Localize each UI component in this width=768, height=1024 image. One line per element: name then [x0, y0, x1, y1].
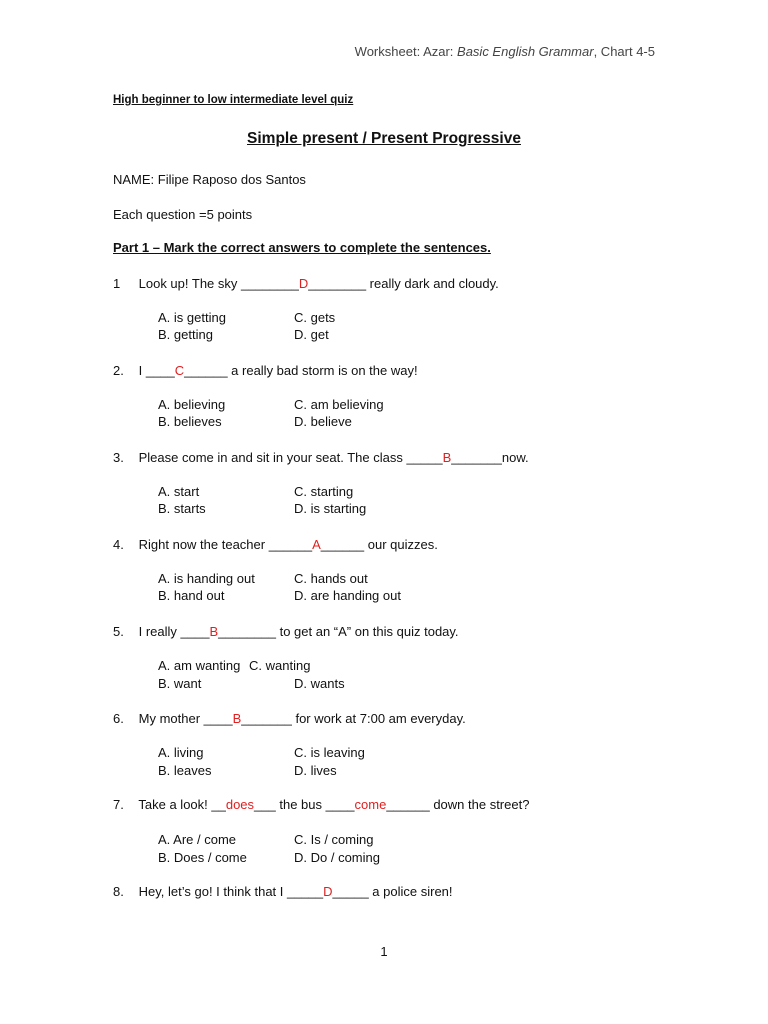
question-text-pre: Please come in and sit in your seat. The class _____: [138, 450, 443, 465]
question-4: [113, 537, 438, 552]
option-b: B. believes: [158, 414, 222, 429]
option-a: A. Are / come: [158, 832, 237, 847]
question-text-post: ______ a really bad storm is on the way!: [184, 363, 418, 378]
option-b: B. leaves: [158, 763, 212, 778]
question-text-pre: I ____: [138, 363, 175, 378]
answer-mark: C: [174, 363, 185, 378]
option-c: C. wanting: [249, 658, 311, 673]
question-text-post: ________ to get an “A” on this quiz today.: [218, 624, 459, 639]
option-c: C. hands out: [294, 571, 368, 586]
option-b: B. getting: [158, 327, 213, 342]
page-number: 1: [380, 944, 388, 959]
question-number: 8.: [113, 884, 124, 899]
option-b: B. Does / come: [158, 850, 247, 865]
answer-mark: B: [442, 450, 452, 465]
question-8: [113, 884, 453, 899]
question-text-pre: I really ____: [138, 624, 210, 639]
option-c: C. is leaving: [294, 745, 365, 760]
option-d: D. wants: [294, 676, 345, 691]
option-b: B. hand out: [158, 588, 225, 603]
part1-instructions: Part 1 – Mark the correct answers to complete the sentences.: [113, 240, 491, 255]
question-number: 1: [113, 276, 121, 291]
question-5: [113, 624, 459, 639]
question-text-post: ________ really dark and cloudy.: [308, 276, 499, 291]
question-7: [113, 797, 529, 812]
question-6: [113, 711, 466, 726]
question-text-pre: Look up! The sky ________: [138, 276, 299, 291]
option-a: A. is getting: [158, 310, 226, 325]
option-a: A. living: [158, 745, 204, 760]
question-text-mid: ___ the bus ____: [254, 797, 355, 812]
question-number: 4.: [113, 537, 124, 552]
answer-mark: does: [225, 797, 255, 812]
question-1: [113, 276, 499, 291]
option-d: D. is starting: [294, 501, 367, 516]
option-d: D. lives: [294, 763, 337, 778]
quiz-title: Simple present / Present Progressive: [247, 130, 521, 147]
answer-mark: B: [209, 624, 219, 639]
question-number: 3.: [113, 450, 124, 465]
question-text-post: _______ for work at 7:00 am everyday.: [241, 711, 466, 726]
option-c: C. starting: [294, 484, 354, 499]
header-suffix: , Chart 4-5: [593, 44, 655, 59]
question-text-pre: Hey, let’s go! I think that I _____: [138, 884, 324, 899]
question-text-post: _______now.: [451, 450, 529, 465]
answer-mark: D: [298, 276, 309, 291]
option-d: D. get: [294, 327, 329, 342]
option-a: A. am wanting: [158, 658, 241, 673]
question-number: 5.: [113, 624, 124, 639]
question-text-pre: Take a look! __: [138, 797, 226, 812]
option-d: D. believe: [294, 414, 352, 429]
student-name: NAME: Filipe Raposo dos Santos: [113, 172, 306, 187]
option-b: B. starts: [158, 501, 206, 516]
question-text-post: _____ a police siren!: [332, 884, 453, 899]
answer-mark: B: [232, 711, 242, 726]
quiz-level: High beginner to low intermediate level quiz: [113, 94, 354, 106]
option-d: D. are handing out: [294, 588, 401, 603]
header-prefix: Worksheet: Azar:: [354, 44, 458, 59]
option-a: A. believing: [158, 397, 226, 412]
question-text-pre: Right now the teacher ______: [138, 537, 313, 552]
question-number: 7.: [113, 797, 124, 812]
answer-mark: D: [323, 884, 333, 899]
option-c: C. am believing: [294, 397, 384, 412]
answer-mark: A: [312, 537, 321, 552]
question-text-post: ______ down the street?: [386, 797, 530, 812]
header-book-title: Basic English Grammar: [457, 44, 594, 59]
option-c: C. gets: [294, 310, 336, 325]
answer-mark-2: come: [354, 797, 387, 812]
question-text-post: ______ our quizzes.: [320, 537, 438, 552]
option-a: A. start: [158, 484, 200, 499]
question-number: 6.: [113, 711, 124, 726]
points-info: Each question =5 points: [113, 207, 253, 222]
page-header: [355, 44, 655, 59]
question-3: [113, 450, 529, 465]
option-b: B. want: [158, 676, 202, 691]
option-c: C. Is / coming: [294, 832, 374, 847]
question-2: [113, 363, 418, 378]
question-text-pre: My mother ____: [138, 711, 233, 726]
option-a: A. is handing out: [158, 571, 255, 586]
question-number: 2.: [113, 363, 124, 378]
option-d: D. Do / coming: [294, 850, 380, 865]
